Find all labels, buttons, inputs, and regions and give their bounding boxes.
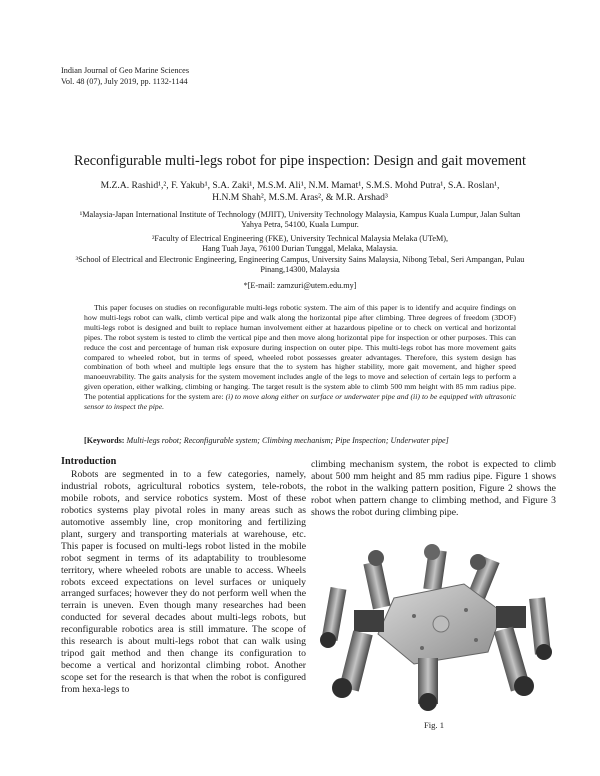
robot-leg-front-mid bbox=[418, 658, 438, 711]
affiliation-3 bbox=[60, 255, 540, 275]
affiliation-2-line-1: ²Faculty of Electrical Engineering (FKE), University Technical Malaysia Melaka (UTeM), bbox=[151, 234, 449, 243]
abstract-applications: (i) to move along either on surface or underwater pipe and (ii) to be equipped with ultrasonic sensor to inspect the pipe. bbox=[84, 392, 516, 412]
authors-line-2: H.N.M Shah², M.S.M. Aras², & M.R. Arshad³ bbox=[212, 192, 388, 203]
intro-right-column: climbing mechanism system, the robot is expected to climb about 500 mm height and 85 mm radius pipe. Figure 1 shows the robot in the walking pattern position, Figure 2 shows the robot when pattern change to climbing method, and Figure 3 shows the robot during climbing pipe. bbox=[311, 459, 556, 518]
abstract bbox=[84, 303, 516, 412]
journal-header bbox=[61, 66, 189, 87]
robot-servo-left bbox=[354, 610, 384, 632]
affiliation-1 bbox=[60, 210, 540, 230]
affiliation-2-line-2: Hang Tuah Jaya, 76100 Durian Tunggal, Melaka, Malaysia. bbox=[202, 244, 398, 253]
affiliation-1-line-2: Yahya Petra, 54100, Kuala Lumpur. bbox=[241, 220, 359, 229]
abstract-body: This paper focuses on studies on reconfigurable multi-legs robotic system. The aim of this paper is to identify and acquire findings on how multi-legs robot can walk, climb vertical pipe and walk along the horizontal pipe after climbing. Three degrees of freedom (3DOF) multi-legs robot is designed and built to replace human involvement either at hazardous pipeline or to check on vertical and horizontal pipes. The robot system is tested to climb the vertical pipe and then move along horizontal pipe for inspection or other purposes. This can reduce the cost and percentage of human risk exposure during inspection on outer pipe. This multi-legs robot has more movement gaits compared to wheeled robot, but in terms of speed, wheeled robot possesses greater advantages. Therefore, this system design has combination of both wheel and multiple legs ensure that the to system has higher stability, more gait movement, and higher speed manoeuvrability. The gaits analysis for the system movement includes angle of the legs to move and selection of certain legs to perform a given operation, either walking, climbing or hanging. The target result is the system able to climb 500 mm height with 85 mm radius pipe. The potential applications for the system are: bbox=[84, 303, 516, 402]
intro-left-text: Robots are segmented in to a few categories, namely, industrial robots, agricultural robotics system, tele-robots, mobile robots, and service robotics system. Most of these robotics systems play pivotal roles in many areas such as automotive assembly line, crop monitoring and fertilizing plant, surgery and transporting materials at warehouse, etc. This paper is focused on multi-legs robot listed in the mobile robot segment in terms of its adaptability to troublesome territory, where wheeled robots are unable to access. Wheels robots exceed expectations on level surfaces or uniquely arranged surfaces; however they do not perform well when the terrain is uneven. Even though many researches had been conducted for several decades about multi-legs robots, but reconfigurable robotics area is still immature. The scope of this research is about multi-legs robot that can walk using tripod gait method and then change its configuration to become a vertical and horizontal climbing robot. Another scope set for the research is that when the robot is configured from hexa-legs to bbox=[61, 468, 306, 696]
corresponding-email: *[E-mail: zamzuri@utem.edu.my] bbox=[243, 281, 357, 290]
intro-left-column bbox=[61, 456, 306, 696]
figure-1-caption: Fig. 1 bbox=[423, 720, 445, 730]
journal-name: Indian Journal of Geo Marine Sciences bbox=[61, 66, 190, 75]
intro-heading: Introduction bbox=[61, 456, 117, 467]
affiliation-1-line-1: ¹Malaysia-Japan International Institute of Technology (MJIIT), University Technology Malaysia, Kampus Kuala Lumpur, Jalan Sultan bbox=[79, 210, 521, 219]
affiliation-2 bbox=[60, 234, 540, 254]
authors-block bbox=[100, 180, 500, 204]
figure-1-robot-image bbox=[306, 540, 562, 712]
authors-line-1: M.Z.A. Rashid¹,², F. Yakub¹, S.A. Zaki¹, M.S.M. Ali¹, N.M. Mamat¹, S.M.S. Mohd Putra¹, S.A. Roslan¹, bbox=[100, 180, 500, 191]
paper-title: Reconfigurable multi-legs robot for pipe inspection: Design and gait movement bbox=[74, 153, 526, 169]
keywords-label: [Keywords: bbox=[84, 436, 125, 445]
keywords bbox=[84, 436, 516, 445]
keywords-list: Multi-legs robot; Reconfigurable system; Climbing mechanism; Pipe Inspection; Underwater pipe] bbox=[126, 436, 449, 445]
affiliation-3-line-2: Pinang,14300, Malaysia bbox=[260, 265, 340, 274]
robot-servo-right bbox=[496, 606, 526, 628]
journal-volume: Vol. 48 (07), July 2019, pp. 1132-1144 bbox=[61, 76, 188, 86]
affiliation-3-line-1: ³School of Electrical and Electronic Engineering, Engineering Campus, University Sains Malaysia, Nibong Tebal, Seri Ampangan, Pulau bbox=[75, 255, 525, 264]
